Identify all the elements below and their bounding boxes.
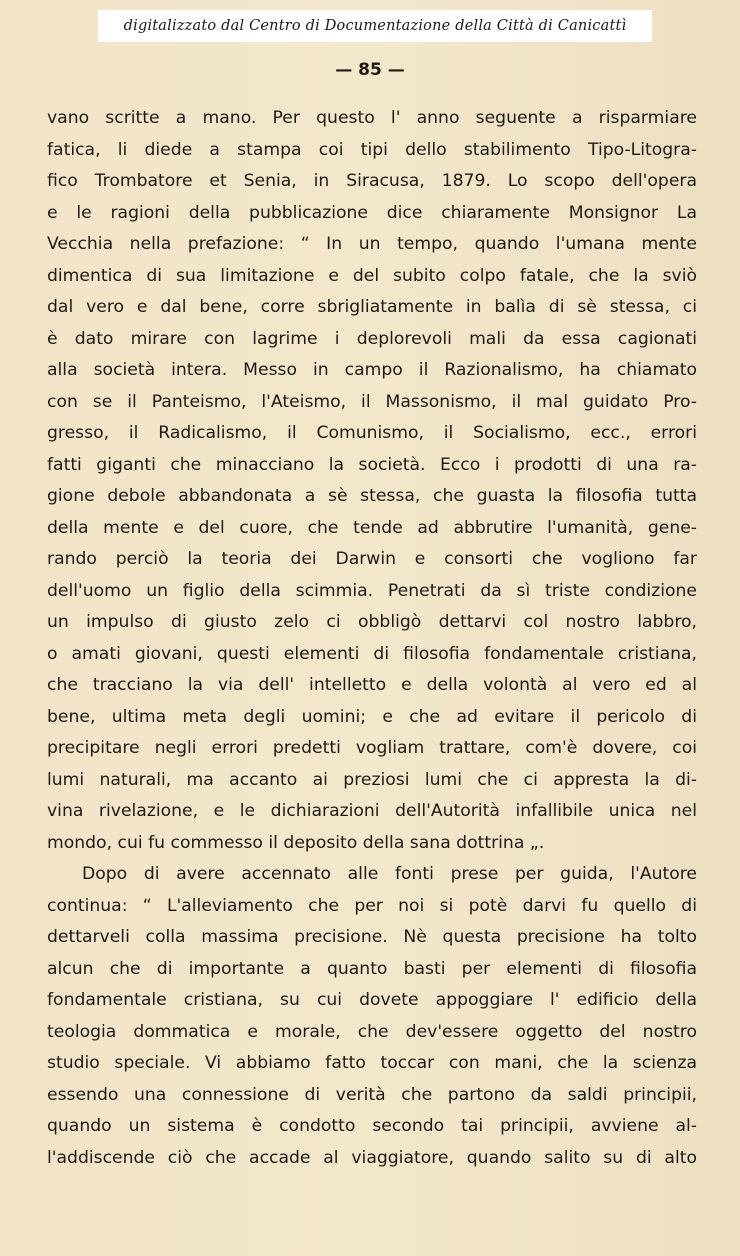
- text-line: della mente e del cuore, che tende ad abbrutire l'umanità, gene-: [47, 518, 697, 538]
- text-line: vano scritte a mano. Per questo l' anno seguente a risparmiare: [47, 108, 697, 128]
- text-line: bene, ultima meta degli uomini; e che ad evitare il pericolo di: [47, 707, 697, 727]
- text-line: o amati giovani, questi elementi di filosofia fondamentale cristiana,: [47, 644, 697, 664]
- text-line: teologia dommatica e morale, che dev'essere oggetto del nostro: [47, 1022, 697, 1042]
- text-line: Dopo di avere accennato alle fonti prese per guida, l'Autore: [82, 864, 697, 884]
- text-line: dimentica di sua limitazione e del subito colpo fatale, che la sviò: [47, 266, 697, 286]
- text-line: vina rivelazione, e le dichiarazioni dell'Autorità infallibile unica nel: [47, 801, 697, 821]
- text-line: essendo una connessione di verità che partono da saldi principii,: [47, 1085, 697, 1105]
- text-line: Vecchia nella prefazione: “ In un tempo, quando l'umana mente: [47, 234, 697, 254]
- text-line: rando perciò la teoria dei Darwin e consorti che vogliono far: [47, 549, 697, 569]
- text-line: dal vero e dal bene, corre sbrigliatamente in balìa di sè stessa, ci: [47, 297, 697, 317]
- text-line: un impulso di giusto zelo ci obbligò dettarvi col nostro labbro,: [47, 612, 697, 632]
- text-line: che tracciano la via dell' intelletto e della volontà al vero ed al: [47, 675, 697, 695]
- text-line: mondo, cui fu commesso il deposito della sana dottrina „.: [47, 833, 545, 853]
- digitization-watermark: digitalizzato dal Centro di Documentazione della Città di Canicattì: [98, 10, 652, 42]
- text-line: alcun che di importante a quanto basti per elementi di filosofia: [47, 959, 697, 979]
- text-line: gione debole abbandonata a sè stessa, che guasta la filosofia tutta: [47, 486, 697, 506]
- text-line: fatica, li diede a stampa coi tipi dello stabilimento Tipo-Litogra-: [47, 140, 697, 160]
- text-line: precipitare negli errori predetti vogliam trattare, com'è dovere, coi: [47, 738, 697, 758]
- text-line: dettarveli colla massima precisione. Nè questa precisione ha tolto: [47, 927, 697, 947]
- text-line: quando un sistema è condotto secondo tai principii, avviene al-: [47, 1116, 697, 1136]
- text-line: lumi naturali, ma accanto ai preziosi lumi che ci appresta la di-: [47, 770, 697, 790]
- text-line: studio speciale. Vi abbiamo fatto toccar con mani, che la scienza: [47, 1053, 697, 1073]
- text-line: alla società intera. Messo in campo il Razionalismo, ha chiamato: [47, 360, 697, 380]
- text-line: e le ragioni della pubblicazione dice chiaramente Monsignor La: [47, 203, 697, 223]
- text-line: fondamentale cristiana, su cui dovete appoggiare l' edificio della: [47, 990, 697, 1010]
- text-line: continua: “ L'alleviamento che per noi si potè darvi fu quello di: [47, 896, 697, 916]
- text-line: fico Trombatore et Senia, in Siracusa, 1879. Lo scopo dell'opera: [47, 171, 697, 191]
- text-line: dell'uomo un figlio della scimmia. Penetrati da sì triste condizione: [47, 581, 697, 601]
- text-line: con se il Panteismo, l'Ateismo, il Massonismo, il mal guidato Pro-: [47, 392, 697, 412]
- text-line: fatti giganti che minacciano la società. Ecco i prodotti di una ra-: [47, 455, 697, 475]
- text-line: è dato mirare con lagrime i deplorevoli mali da essa cagionati: [47, 329, 697, 349]
- page-number: — 85 —: [335, 60, 405, 80]
- text-line: l'addiscende ciò che accade al viaggiatore, quando salito su di alto: [47, 1148, 697, 1168]
- text-line: gresso, il Radicalismo, il Comunismo, il Socialismo, ecc., errori: [47, 423, 697, 443]
